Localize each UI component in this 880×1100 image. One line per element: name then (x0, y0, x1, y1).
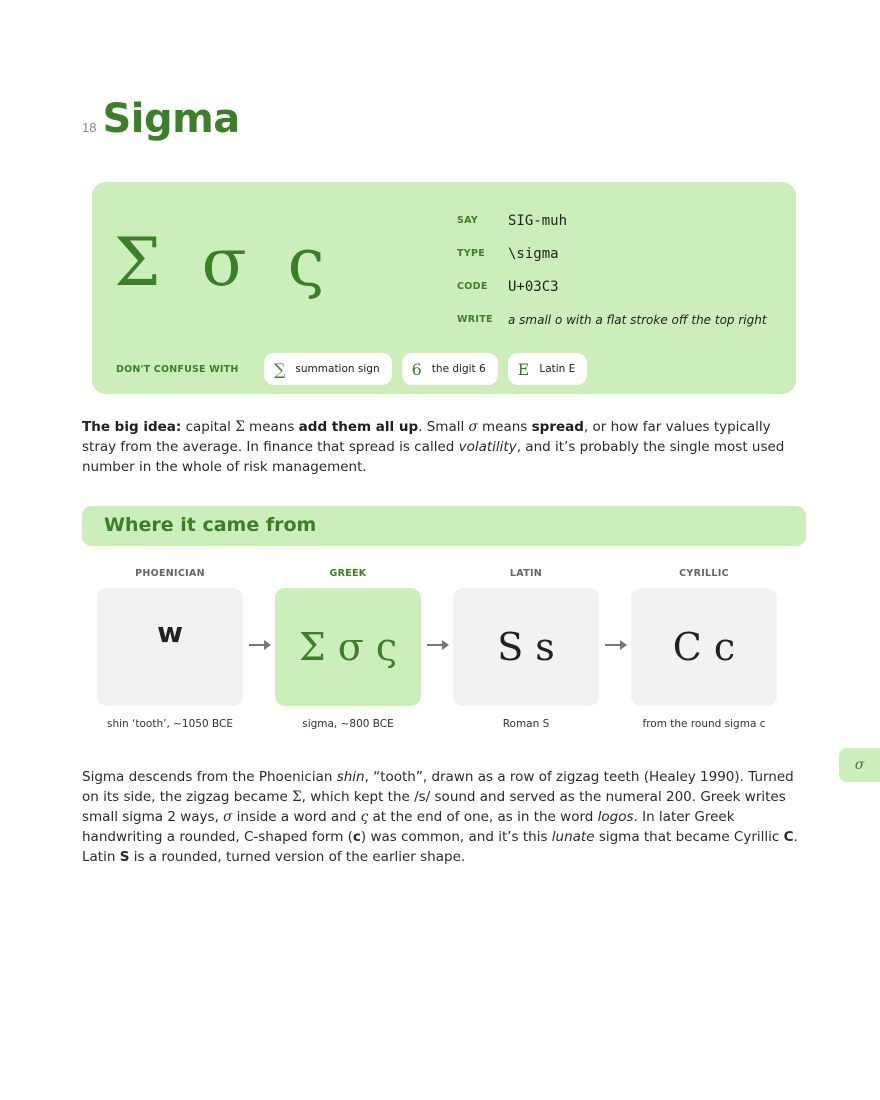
bold-run: add them all up (298, 419, 419, 435)
confuse-chip-summation (264, 353, 392, 385)
fact-code (457, 270, 767, 303)
stage-glyph: w (97, 588, 243, 706)
text-run: ) was common, and it’s this (360, 829, 552, 845)
chip-text: summation sign (295, 363, 380, 375)
text-run: . Latin (82, 829, 798, 865)
bold-run: S (119, 849, 130, 865)
fact-label: TYPE (457, 248, 486, 259)
history-paragraph (82, 767, 806, 867)
fact-say (457, 204, 767, 237)
text-run: , which kept the /s/ sound and served as the numeral 200. Greek writes small sigma 2 ways, (82, 789, 786, 825)
inline-glyph: σ (223, 809, 233, 825)
chip-text: Latin E (539, 363, 576, 375)
italic-run: logos (597, 809, 634, 825)
text-run: , and it’s probably the single most used number in the whole of risk management. (82, 439, 785, 475)
inline-glyph: Σ (292, 789, 302, 805)
stage-cyrillic (631, 568, 777, 730)
bold-run: С (783, 829, 794, 845)
stage-label: LATIN (509, 568, 543, 579)
chip-text: the digit 6 (431, 363, 486, 375)
text-run: is a rounded, turned version of the earlier shape. (129, 849, 466, 865)
stage-glyph: Σ σ ς (275, 588, 421, 706)
chip-glyph: E (517, 359, 530, 379)
arrow-icon (427, 644, 447, 646)
stage-latin (453, 568, 599, 730)
stage-caption: shin ‘tooth’, ~1050 BCE (107, 718, 233, 730)
stage-label: CYRILLIC (679, 568, 729, 579)
italic-run: shin (336, 769, 365, 785)
text-run: . Small (418, 419, 469, 435)
fact-value: a small o with a flat stroke off the top right (508, 312, 767, 327)
text-run: . In later Greek handwriting a rounded, C-shaped form ( (82, 809, 735, 845)
section-header (82, 506, 806, 546)
bold-run: c (352, 829, 361, 845)
fact-label: SAY (457, 215, 479, 226)
fact-type (457, 237, 767, 270)
chip-glyph: 6 (411, 359, 422, 379)
letter-side-tab[interactable]: σ (839, 748, 880, 782)
letter-card (92, 182, 796, 394)
text-run: , “tooth”, drawn as a row of zigzag teeth (Healey 1990). Turned on its side, the zigzag became (82, 769, 794, 805)
inline-glyph: σ (468, 419, 478, 435)
script-evolution (97, 568, 797, 738)
confuse-label: DON'T CONFUSE WITH (116, 363, 239, 375)
section-title: Where it came from (104, 514, 317, 536)
stage-label: GREEK (329, 568, 367, 579)
text-run: sigma that became Cyrillic (594, 829, 784, 845)
text-run: Sigma descends from the Phoenician (82, 769, 337, 785)
inline-glyph: Σ (235, 419, 245, 435)
stage-glyph: С с (631, 588, 777, 706)
page-number: 18 (82, 120, 97, 135)
inline-glyph: ς (360, 809, 369, 825)
page-title: Sigma (102, 96, 240, 142)
text-run: at the end of one, as in the word (368, 809, 598, 825)
big-idea-paragraph (82, 417, 806, 477)
confuse-chip-latin-e (508, 353, 588, 385)
letter-glyphs: Σ σ ς (114, 224, 335, 301)
big-idea-lead: The big idea: (82, 419, 182, 435)
text-run: capital (181, 419, 236, 435)
fact-label: CODE (457, 281, 488, 292)
confuse-with (116, 353, 597, 385)
chip-glyph: ∑ (274, 359, 286, 379)
fact-value: U+03C3 (508, 278, 559, 295)
text-run: inside a word and (232, 809, 361, 825)
italic-run: lunate (551, 829, 595, 845)
page-header (82, 96, 240, 152)
fact-value: \sigma (508, 245, 559, 262)
fact-write (457, 303, 767, 336)
stage-label: PHOENICIAN (135, 568, 205, 579)
text-run: means (244, 419, 299, 435)
fact-value: SIG-muh (508, 212, 568, 229)
arrow-icon (605, 644, 625, 646)
stage-glyph: S s (453, 588, 599, 706)
bold-run: spread (531, 419, 584, 435)
text-run: , or how far values typically stray from the average. In finance that spread is called (82, 419, 771, 455)
fact-label: WRITE (457, 314, 493, 325)
stage-caption: from the round sigma c (642, 718, 766, 730)
stage-caption: Roman S (502, 718, 550, 730)
letter-facts (457, 204, 767, 336)
stage-phoenician (97, 568, 243, 730)
confuse-chip-digit (402, 353, 498, 385)
text-run: means (477, 419, 532, 435)
stage-caption: sigma, ~800 BCE (302, 718, 394, 730)
stage-greek (275, 568, 421, 730)
arrow-icon (249, 644, 269, 646)
italic-run: volatility (458, 439, 517, 455)
